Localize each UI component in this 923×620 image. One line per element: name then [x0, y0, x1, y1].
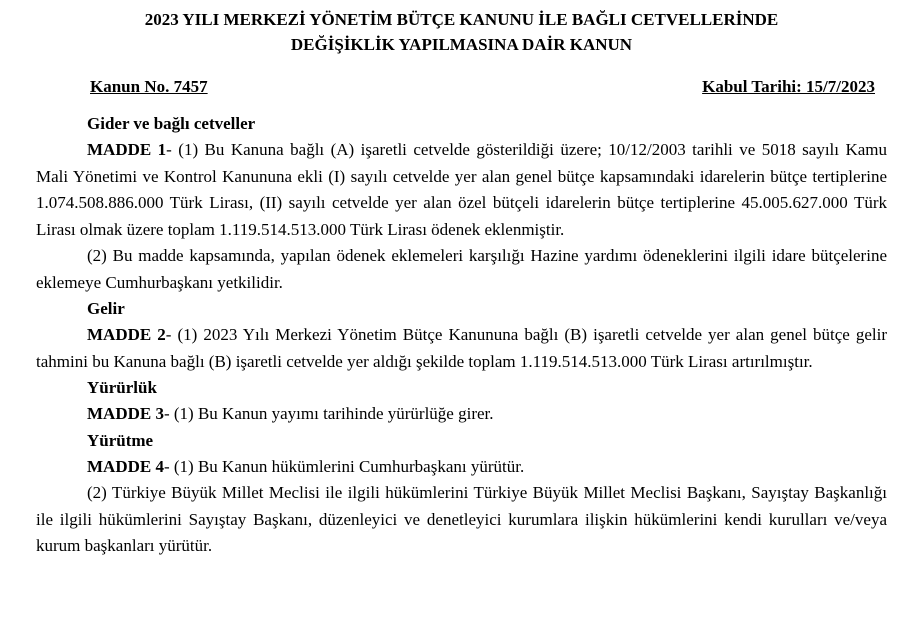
article-text: - (1) Bu Kanun hükümlerini Cumhurbaşkanı yürütür.	[163, 456, 525, 476]
article-paragraph	[36, 454, 887, 481]
law-meta-row	[36, 77, 887, 97]
article-text: - (1) Bu Kanuna bağlı (A) işaretli cetvelde gösterildiği üzere; 10/12/2003 tarihli ve 5018 sayılı Kamu Mali Yönetimi ve Kontrol Kanununa ekli (I) sayılı cetvelde yer alan genel bütçe kapsamındaki idarelerin bütçe tertiplerine 1.074.508.886.000 Türk Lirası, (II) sayılı cetvelde yer alan özel bütçeli idarelerin bütçe tertiplerine 45.005.627.000 Türk Lirası olmak üzere toplam 1.119.514.513.000 Türk Lirası ödenek eklenmiştir.	[36, 140, 887, 239]
article-paragraph	[36, 401, 887, 428]
article-number: MADDE 3	[87, 404, 164, 423]
article-paragraph	[36, 480, 887, 560]
section-heading: Gelir	[87, 299, 125, 318]
article-text: - (1) 2023 Yılı Merkezi Yönetim Bütçe Kanununa bağlı (B) işaretli cetvelde yer alan genel bütçe gelir tahmini bu Kanuna bağlı (B) işaretli cetvelde yer aldığı şekilde toplam 1.119.514.513.000 Türk Lirası artırılmıştır.	[36, 325, 887, 371]
article-paragraph	[36, 243, 887, 296]
article-text: (2) Türkiye Büyük Millet Meclisi ile ilgili hükümlerini Türkiye Büyük Millet Meclisi Başkanı, Sayıştay Başkanlığı ile ilgili hükümlerini Sayıştay Başkanı, düzenleyici ve denetleyici kurumlara ilişkin hükümlerini kendi kurulları ve/veya kurum başkanları yürütür.	[36, 483, 887, 555]
document-body	[36, 111, 887, 560]
section-heading: Yürürlük	[87, 378, 157, 397]
title-line-2: DEĞİŞİKLİK YAPILMASINA DAİR KANUN	[290, 35, 633, 54]
law-number: Kanun No. 7457	[90, 77, 208, 96]
document-title	[36, 0, 887, 57]
section-heading: Yürütme	[87, 430, 154, 450]
adoption-date: Kabul Tarihi: 15/7/2023	[702, 77, 875, 96]
article-number: MADDE 4	[87, 456, 164, 476]
article-text: (2) Bu madde kapsamında, yapılan ödenek eklemeleri karşılığı Hazine yardımı ödeneklerini ilgili idare bütçelerine eklemeye Cumhurbaşkanı yetkilidir.	[36, 246, 887, 292]
section-heading: Gider ve bağlı cetveller	[87, 114, 256, 133]
article-number: MADDE 1	[87, 140, 167, 159]
article-number: MADDE 2	[87, 325, 166, 344]
title-line-1: 2023 YILI MERKEZİ YÖNETİM BÜTÇE KANUNU İLE BAĞLI CETVELLERİNDE	[144, 10, 779, 29]
article-paragraph	[36, 137, 887, 243]
article-paragraph	[36, 322, 887, 375]
article-text: - (1) Bu Kanun yayımı tarihinde yürürlüğe girer.	[163, 404, 494, 423]
